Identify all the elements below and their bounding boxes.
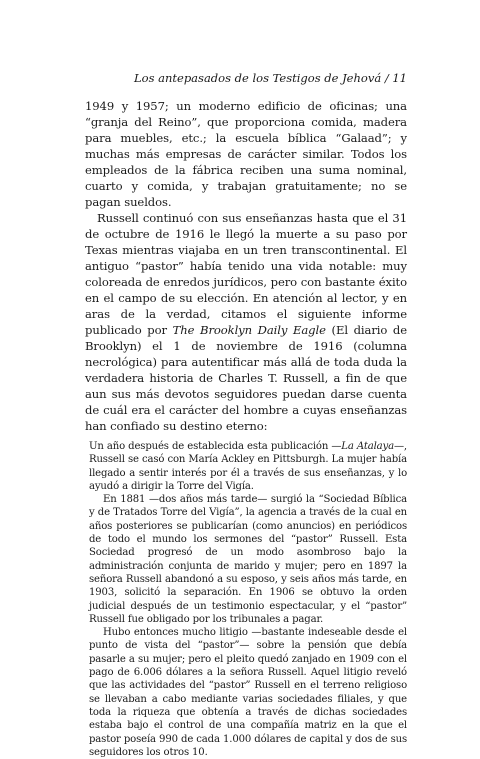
paragraph-2-text-a: Russell continuó con sus enseñanzas hasta que el 31 de octubre de 1916 le llegó la muerte a su paso por Texas mientras viajaba en un tren transcontinental. El antiguo “pastor” había tenido una vida notable: muy coloreada de enredos jurídicos, pero con bastante éxito en el campo de su elección. En atención al lector, y en aras de la verdad, citamos el siguiente informe publicado por [85, 211, 407, 337]
quote-paragraph-1 [89, 440, 407, 493]
header-separator: / [381, 71, 393, 85]
running-title: Los antepasados de los Testigos de Jehová [134, 71, 382, 85]
newspaper-title: The Brooklyn Daily Eagle [172, 323, 326, 337]
body-paragraph-1: 1949 y 1957; un moderno edificio de oficinas; una “granja del Reino”, que proporciona comida, madera para muebles, etc.; la escuela bíblica “Galaad”; y muchas más empresas de carácter similar. Todos los empleados de la fábrica reciben una suma nominal, cuarto y comida, y trabajan gratuitamente; no se pagan sueldos. [85, 99, 407, 209]
quote-1-text-a: Un año después de establecida esta publicación — [89, 441, 342, 452]
block-quote [85, 440, 407, 759]
paragraph-2-text-b: (El diario de Brooklyn) el 1 de noviembre de 1916 (columna necrológica) para autentificar más allá de toda duda la verdadera historia de Charles T. Russell, a fin de que aun sus más devotos seguidores puedan darse cuenta de cuál era el carácter del hombre a cuyas enseñanzas han confiado su destino eterno: [85, 323, 408, 433]
magazine-title: La Atalaya [341, 441, 394, 452]
running-header [85, 70, 407, 86]
page-number: 11 [392, 71, 407, 85]
body-paragraph-2 [85, 210, 407, 434]
quote-paragraph-3: Hubo entonces mucho litigio —bastante indeseable desde el punto de vista del “pastor”— sobre la pensión que debía pasarle a su mujer; pero el pleito quedó zanjado en 1909 con el pago de 6.006 dólares a la señora Russell. Aquel litigio reveló que las actividades del “pastor” Russell en el terreno religioso se llevaban a cabo mediante varias sociedades filiales, y que toda la riqueza que obtenía a través de dichas sociedades estaba bajo el control de una compañía matriz en la que el pastor poseía 990 de cada 1.000 dólares de capital y dos de sus seguidores los otros 10. [89, 627, 407, 758]
quote-paragraph-2: En 1881 —dos años más tarde— surgió la “Sociedad Bíblica y de Tratados Torre del Vigía”, la agencia a través de la cual en años posteriores se publicarían (como anuncios) en periódicos de todo el mundo los sermones del “pastor” Russell. Esta Sociedad progresó de un modo asombroso bajo la administración conjunta de marido y mujer; pero en 1897 la señora Russell abandonó a su esposo, y seis años más tarde, en 1903, solicitó la separación. En 1906 se obtuvo la orden judicial después de un testimonio espectacular, y el “pastor” Russell fue obligado por los tribunales a pagar. [89, 494, 407, 625]
quote-1-text-b: —, Russell se casó con María Ackley en Pittsburgh. La mujer había llegado a sentir interés por él a través de sus enseñanzas, y lo ayudó a dirigir la Torre del Vigía. [89, 441, 407, 492]
book-page [85, 70, 407, 759]
